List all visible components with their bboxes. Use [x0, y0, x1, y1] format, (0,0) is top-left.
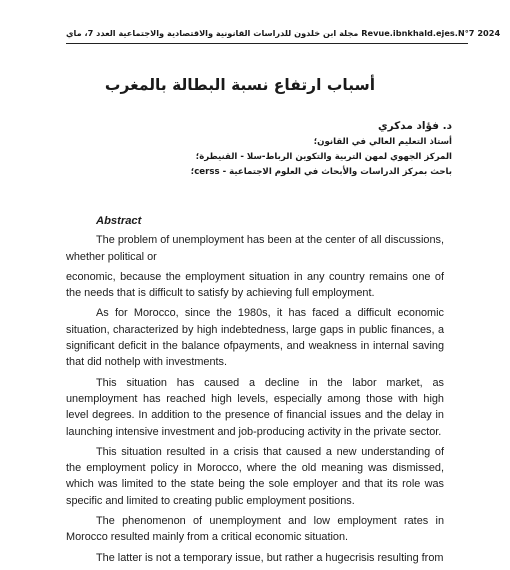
abstract-paragraph: As for Morocco, since the 1980s, it has faced a difficult economic situation, characterized by high indebtedness, large gaps in public finances, a significant deficit in the balance ofpayments, and weakness in internal saving that did nothelp with investments.	[66, 307, 444, 369]
article-title: أسباب ارتفاع نسبة البطالة بالمغرب	[104, 76, 376, 94]
abstract-paragraph: The latter is not a temporary issue, but rather a hugecrisis resulting from	[96, 551, 444, 564]
abstract-paragraph: The problem of unemployment has been at the center of all discussions, whether political or	[66, 234, 444, 263]
abstract-section	[66, 213, 444, 570]
abstract-paragraph: This situation resulted in a crisis that caused a new understanding of the employment policy in Morocco, where the old meaning was dismissed, which was limited to the state being the sole employer and that its role was specific and limited to creating public employment positions.	[66, 445, 444, 507]
author-affiliation: أستاذ التعليم العالي في القانون؛	[313, 137, 452, 147]
author-block	[92, 120, 452, 180]
header-divider	[66, 43, 468, 44]
abstract-paragraph: This situation has caused a decline in the labor market, as unemployment has reached high levels, especially among those with high level degrees. In addition to the presence of financial issues and the delay in launching intensive investment and job-producing activity in the private sector.	[66, 376, 444, 438]
author-affiliation: المركز الجهوي لمهن التربية والتكوين الرباط-سلا - القنيطرة؛	[195, 152, 452, 162]
abstract-heading: Abstract	[96, 215, 142, 227]
abstract-paragraph: The phenomenon of unemployment and low employment rates in Morocco resulted mainly from a critical economic situation.	[66, 515, 444, 544]
author-affiliation: باحث بمركز الدراسات والأبحاث في العلوم الاجتماعية - cerss؛	[190, 167, 452, 177]
running-head: مجلة ابن خلدون للدراسات القانونية والاقتصادية والاجتماعية العدد 7، ماي Revue.ibnkhald.ejes.N°7 2024	[66, 28, 501, 38]
author-name: د. فؤاد مدكري	[378, 120, 452, 132]
abstract-paragraph: economic, because the employment situation in any country remains one of the needs that is difficult to satisfy by achieving full employment.	[66, 270, 444, 300]
